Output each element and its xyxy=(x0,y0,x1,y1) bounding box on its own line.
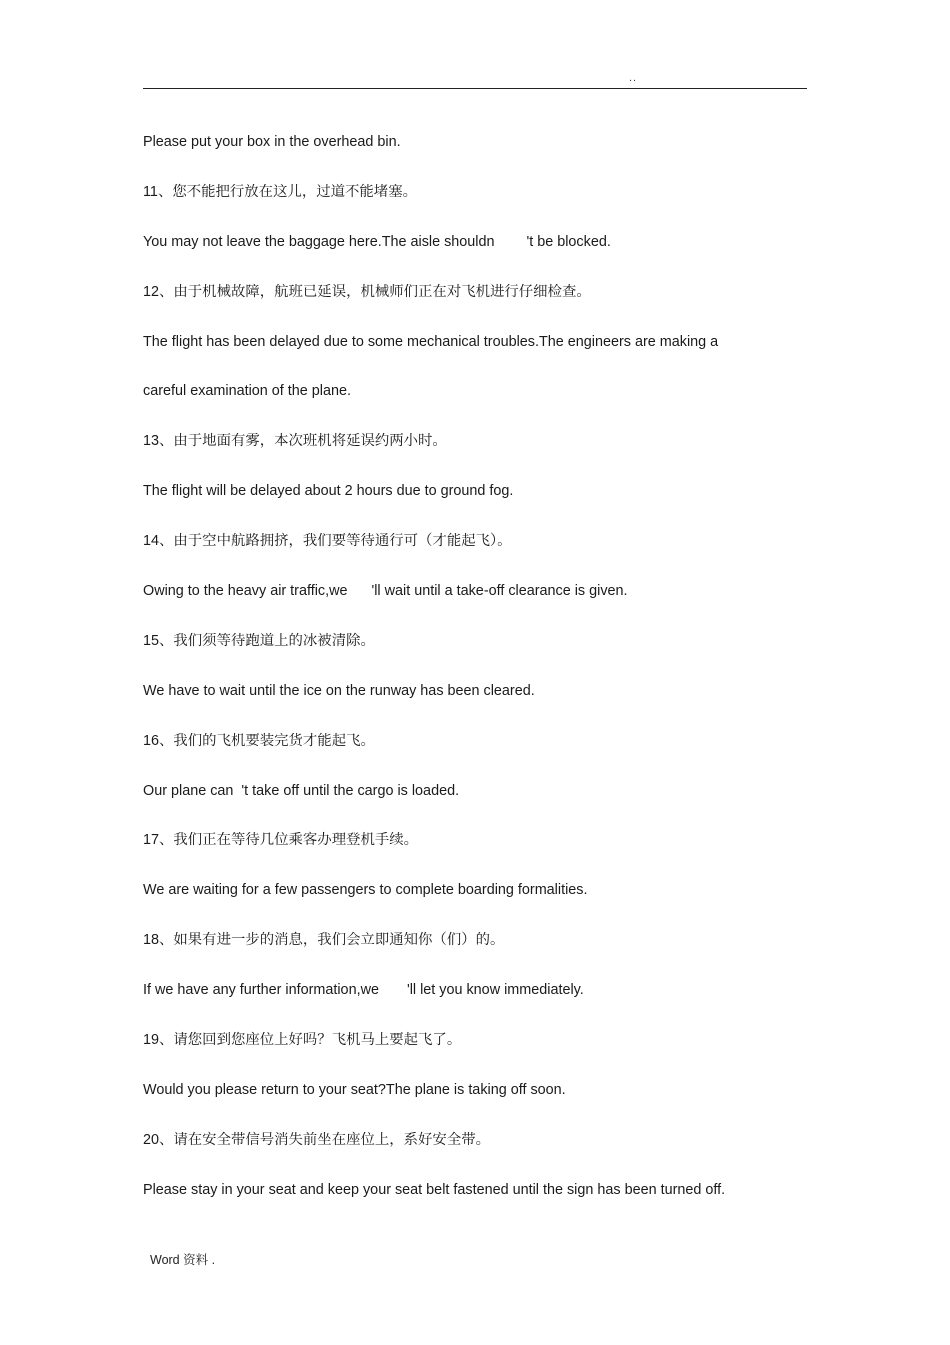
text-line: Would you please return to your seat?The plane is taking off soon. xyxy=(143,1081,566,1098)
text-line: 13、由于地面有雾，本次班机将延误约两小时。 xyxy=(143,433,447,450)
document-body xyxy=(143,130,803,1228)
text-line: 14、由于空中航路拥挤，我们要等待通行可（才能起飞）。 xyxy=(143,533,512,550)
text-line: Please stay in your seat and keep your seat belt fastened until the sign has been turned off. xyxy=(143,1181,726,1198)
text-line: You may not leave the baggage here.The aisle shouldn 't be blocked. xyxy=(143,233,611,250)
text-line: The flight has been delayed due to some mechanical troubles.The engineers are making a xyxy=(143,333,719,350)
header-mark: .. xyxy=(629,72,638,84)
text-line: 18、如果有进一步的消息，我们会立即通知你（们）的。 xyxy=(143,932,505,949)
text-line: If we have any further information,we 'll let you know immediately. xyxy=(143,982,584,999)
text-line: We are waiting for a few passengers to complete boarding formalities. xyxy=(143,882,588,899)
text-line: 15、我们须等待跑道上的冰被清除。 xyxy=(143,632,375,649)
text-line: Please put your box in the overhead bin. xyxy=(143,134,401,150)
text-line: 11、您不能把行放在这儿，过道不能堵塞。 xyxy=(143,183,417,200)
text-line: 12、由于机械故障，航班已延误，机械师们正在对飞机进行仔细检查。 xyxy=(143,283,591,300)
text-line: Our plane can 't take off until the cargo is loaded. xyxy=(143,782,460,799)
text-line: Owing to the heavy air traffic,we 'll wait until a take-off clearance is given. xyxy=(143,583,628,600)
text-line: The flight will be delayed about 2 hours due to ground fog. xyxy=(143,483,514,500)
text-line: 16、我们的飞机要装完货才能起飞。 xyxy=(143,732,375,749)
text-line: 17、我们正在等待几位乘客办理登机手续。 xyxy=(143,832,419,849)
page-footer: Word 资料 . xyxy=(150,1253,216,1267)
header-rule xyxy=(143,88,807,89)
text-line: We have to wait until the ice on the runway has been cleared. xyxy=(143,682,535,699)
text-line: 20、请在安全带信号消失前坐在座位上，系好安全带。 xyxy=(143,1131,490,1148)
text-line: 19、请您回到您座位上好吗？飞机马上要起飞了。 xyxy=(143,1032,462,1049)
text-line: careful examination of the plane. xyxy=(143,383,351,400)
